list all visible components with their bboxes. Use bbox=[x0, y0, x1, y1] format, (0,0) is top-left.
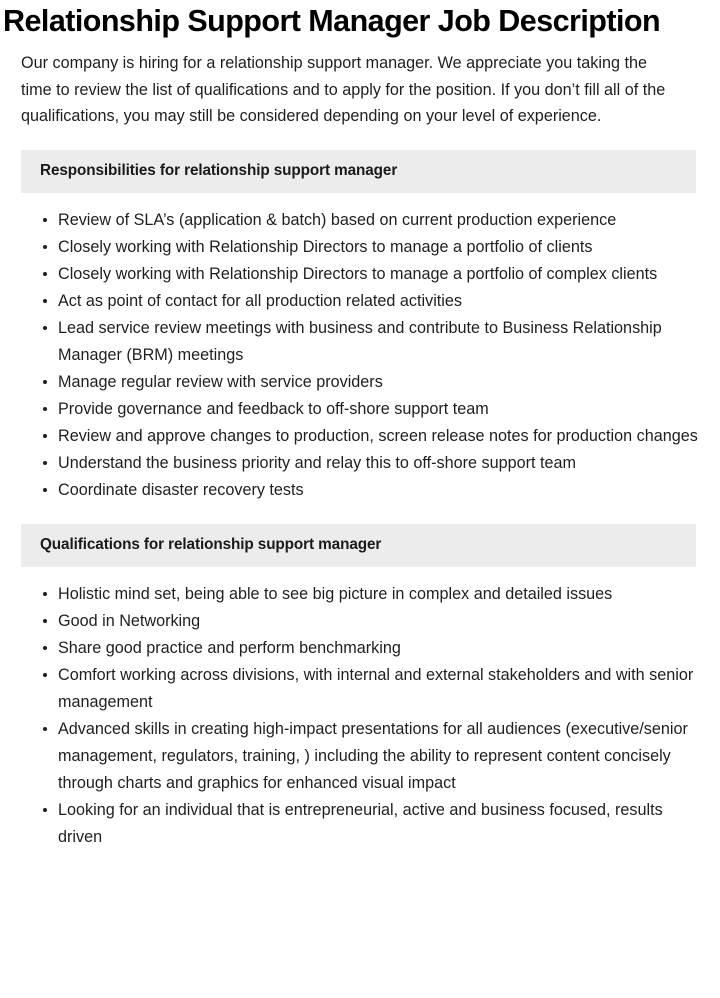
bullet-icon bbox=[43, 245, 47, 249]
bullet-icon bbox=[43, 380, 47, 384]
responsibilities-list bbox=[0, 207, 720, 504]
list-item bbox=[0, 396, 720, 423]
bullet-icon bbox=[43, 808, 47, 812]
list-item-label: Lead service review meetings with business and contribute to Business Relationship Manager (BRM) meetings bbox=[58, 318, 662, 364]
bullet-icon bbox=[43, 326, 47, 330]
list-item bbox=[0, 662, 720, 716]
bullet-icon bbox=[43, 272, 47, 276]
bullet-icon bbox=[43, 434, 47, 438]
bullet-icon bbox=[43, 218, 47, 222]
bullet-icon bbox=[43, 727, 47, 731]
bullet-icon bbox=[43, 619, 47, 623]
list-item bbox=[0, 261, 720, 288]
list-item bbox=[0, 315, 720, 369]
qualifications-list bbox=[0, 581, 720, 851]
section-heading-label: Responsibilities for relationship support manager bbox=[40, 162, 398, 180]
section-header-responsibilities bbox=[21, 150, 696, 193]
list-item bbox=[0, 797, 720, 851]
list-item-label: Share good practice and perform benchmarking bbox=[58, 638, 401, 657]
bullet-icon bbox=[43, 407, 47, 411]
section-qualifications bbox=[0, 524, 720, 851]
list-item-label: Closely working with Relationship Directors to manage a portfolio of complex clients bbox=[58, 264, 658, 283]
list-item-label: Closely working with Relationship Directors to manage a portfolio of clients bbox=[58, 237, 593, 256]
bullet-icon bbox=[43, 299, 47, 303]
intro-paragraph: Our company is hiring for a relationship support manager. We appreciate you taking the time to review the list of qualifications and to apply for the position. If you don’t fill all of the qualifications, you may still be considered depending on your level of experience. bbox=[21, 54, 666, 126]
spacer bbox=[0, 193, 720, 207]
list-item-label: Review and approve changes to production, screen release notes for production changes bbox=[58, 426, 698, 445]
section-heading-label: Qualifications for relationship support manager bbox=[40, 536, 382, 554]
list-item-label: Understand the business priority and relay this to off-shore support team bbox=[58, 453, 576, 472]
list-item bbox=[0, 207, 720, 234]
list-item-label: Provide governance and feedback to off-shore support team bbox=[58, 399, 489, 418]
list-item-label: Good in Networking bbox=[58, 611, 201, 630]
page-title: Relationship Support Manager Job Description bbox=[3, 4, 661, 38]
spacer bbox=[0, 567, 720, 581]
list-item-label: Holistic mind set, being able to see big picture in complex and detailed issues bbox=[58, 584, 613, 603]
bullet-icon bbox=[43, 592, 47, 596]
list-item-label: Advanced skills in creating high-impact presentations for all audiences (executive/senior management, regulators, training, ) including the ability to represent content concisely through charts and graphics for enhanced visual impact bbox=[58, 719, 688, 792]
list-item bbox=[0, 635, 720, 662]
list-item-label: Manage regular review with service providers bbox=[58, 372, 383, 391]
section-header-qualifications bbox=[21, 524, 696, 567]
list-item bbox=[0, 234, 720, 261]
list-item-label: Coordinate disaster recovery tests bbox=[58, 480, 304, 499]
bullet-icon bbox=[43, 673, 47, 677]
list-item bbox=[0, 288, 720, 315]
list-item bbox=[0, 477, 720, 504]
bullet-icon bbox=[43, 461, 47, 465]
list-item bbox=[0, 716, 720, 797]
list-item bbox=[0, 423, 720, 450]
list-item bbox=[0, 608, 720, 635]
list-item-label: Review of SLA’s (application & batch) based on current production experience bbox=[58, 210, 617, 229]
section-responsibilities bbox=[0, 150, 720, 504]
list-item bbox=[0, 581, 720, 608]
list-item bbox=[0, 450, 720, 477]
list-item bbox=[0, 369, 720, 396]
bullet-icon bbox=[43, 646, 47, 650]
list-item-label: Act as point of contact for all production related activities bbox=[58, 291, 462, 310]
list-item-label: Comfort working across divisions, with internal and external stakeholders and with senior management bbox=[58, 665, 694, 711]
list-item-label: Looking for an individual that is entrepreneurial, active and business focused, results driven bbox=[58, 800, 663, 846]
bullet-icon bbox=[43, 488, 47, 492]
